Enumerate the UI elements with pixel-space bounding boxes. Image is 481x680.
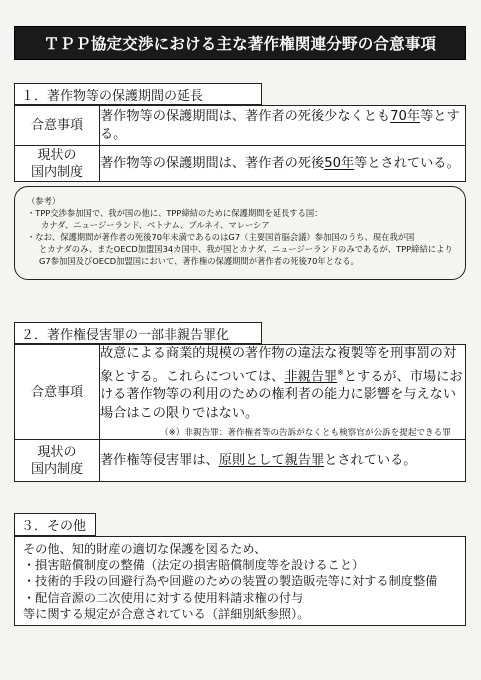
row-label xyxy=(15,345,100,440)
value-text: 著作物等の保護期間は、著作者の死後 xyxy=(100,155,325,171)
row-label xyxy=(15,106,100,146)
table-row xyxy=(15,440,466,482)
emphasis-text: 50年 xyxy=(324,155,355,171)
row-label-line: 国内制度 xyxy=(30,164,83,180)
section2-heading xyxy=(14,322,262,344)
reference-note xyxy=(14,186,466,280)
row-value xyxy=(100,345,466,440)
value-text: とされている。 xyxy=(324,452,417,468)
section2-heading-text: ２．著作権侵害罪の一部非親告罪化 xyxy=(21,327,230,343)
row-label-line: 国内制度 xyxy=(30,461,83,477)
section1-heading xyxy=(14,83,262,105)
section3-line: ・配信音源の二次使用に対する使用料請求権の付与 xyxy=(23,590,304,605)
row-value xyxy=(100,146,466,182)
value-text: 故意による商業的規模の著作物の違法な複製等を刑事罰の対象とする。これらについては、 xyxy=(100,346,457,384)
reference-heading: （参考） xyxy=(27,196,61,206)
reference-line: ・なお、保護期間が著作者の死後70年未満であるのはG7（主要国首脳会議）参加国のうち、現在我が国 xyxy=(27,232,415,242)
table-row xyxy=(15,106,466,146)
table-row xyxy=(15,345,466,440)
value-text: 著作権等侵害罪は、 xyxy=(100,452,219,468)
row-label xyxy=(15,146,100,182)
section3-line: 等に関する規定が合意されている（詳細別紙参照）。 xyxy=(23,606,310,621)
section3-line: その他、知的財産の適切な保護を図るため、 xyxy=(23,542,267,556)
footnote-mark: ※ xyxy=(337,367,344,377)
section3-heading-text: ３．その他 xyxy=(21,519,87,534)
emphasis-text: 非親告罪 xyxy=(284,368,338,384)
row-value xyxy=(100,440,466,482)
section1-table xyxy=(14,105,466,182)
footnote: （※）非親告罪：著作権者等の告訴がなくとも検察官が公訴を提起できる罪 xyxy=(160,428,451,439)
section1-heading-text: １．著作物等の保護期間の延長 xyxy=(21,88,204,104)
row-value xyxy=(100,106,466,146)
emphasis-text: 原則として親告罪 xyxy=(218,452,325,468)
row-label-text: 合意事項 xyxy=(30,384,83,400)
emphasis-text: 70年 xyxy=(390,108,421,124)
row-label-line: 現状の xyxy=(37,147,77,163)
value-text: 等とする。 xyxy=(100,108,460,142)
section3-line: ・損害賠償制度の整備（法定の損害賠償制度等を設けること） xyxy=(23,558,365,573)
section3-body xyxy=(14,536,466,626)
section3-heading xyxy=(14,513,96,536)
section2-table xyxy=(14,344,466,482)
value-text: とするが、市場における著作物等の利用のための権利者の能力に影響を与えない場合はこの限りではない。 xyxy=(100,368,463,421)
section3-line: ・技術的手段の回避行為や回避のための装置の製造販売等に対する制度整備 xyxy=(23,574,438,589)
page-title: ＴＰＰ協定交渉における主な著作権関連分野の合意事項 xyxy=(14,26,466,60)
reference-line: ・TPP交渉参加国で、我が国の他に、TPP締結のために保護期間を延長する国： xyxy=(27,208,323,218)
reference-line: G7参加国及びOECD加盟国において、著作権の保護期間が著作者の死後70年となる。 xyxy=(39,256,359,266)
row-label xyxy=(15,440,100,482)
value-text: 等とされている。 xyxy=(354,155,460,171)
reference-line: カナダ、ニュージーランド、ベトナム、ブルネイ、マレーシア xyxy=(41,220,270,230)
value-text: 著作物等の保護期間は、著作者の死後少なくとも xyxy=(100,108,391,124)
reference-line: とカナダのみ、またOECD加盟国34カ国中、我が国とカナダ、ニュージーランドのみであるが、TPP締結により xyxy=(39,244,453,254)
row-label-line: 現状の xyxy=(37,444,77,460)
row-label-text: 合意事項 xyxy=(30,118,83,133)
table-row xyxy=(15,146,466,182)
